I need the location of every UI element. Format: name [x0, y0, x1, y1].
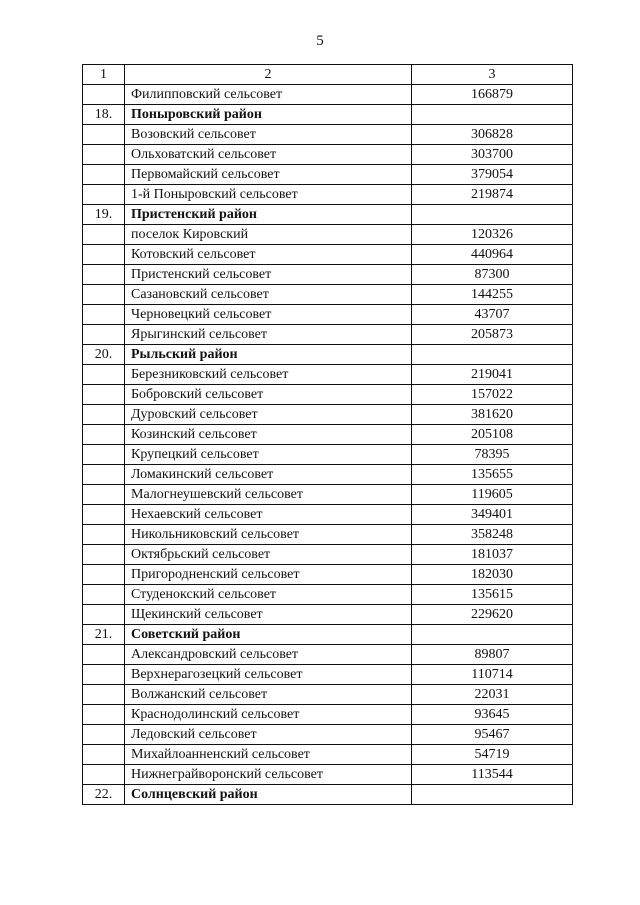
row-name: Козинский сельсовет	[125, 425, 412, 445]
row-number	[83, 165, 125, 185]
table-row	[83, 365, 573, 385]
row-number: 19.	[83, 205, 125, 225]
row-number	[83, 685, 125, 705]
row-name: Ольховатский сельсовет	[125, 145, 412, 165]
table-row	[83, 485, 573, 505]
row-number: 22.	[83, 785, 125, 805]
row-number	[83, 565, 125, 585]
row-name: Октябрьский сельсовет	[125, 545, 412, 565]
header-col-3: 3	[412, 65, 573, 85]
header-col-2: 2	[125, 65, 412, 85]
row-name: Верхнерагозецкий сельсовет	[125, 665, 412, 685]
row-value: 303700	[412, 145, 573, 165]
row-number	[83, 245, 125, 265]
table-row	[83, 725, 573, 745]
district-row	[83, 625, 573, 645]
row-number	[83, 765, 125, 785]
row-value	[412, 105, 573, 125]
row-number	[83, 125, 125, 145]
table-row	[83, 605, 573, 625]
row-number	[83, 605, 125, 625]
row-number	[83, 325, 125, 345]
row-name: Никольниковский сельсовет	[125, 525, 412, 545]
row-value: 119605	[412, 485, 573, 505]
table-row	[83, 305, 573, 325]
row-number: 21.	[83, 625, 125, 645]
table-row	[83, 545, 573, 565]
district-row	[83, 785, 573, 805]
row-name: Первомайский сельсовет	[125, 165, 412, 185]
row-name: Ярыгинский сельсовет	[125, 325, 412, 345]
row-value: 110714	[412, 665, 573, 685]
row-name: Березниковский сельсовет	[125, 365, 412, 385]
row-number	[83, 525, 125, 545]
row-name: Малогнеушевский сельсовет	[125, 485, 412, 505]
row-number	[83, 585, 125, 605]
table-row	[83, 125, 573, 145]
row-value: 93645	[412, 705, 573, 725]
row-name: поселок Кировский	[125, 225, 412, 245]
row-number	[83, 705, 125, 725]
row-number: 20.	[83, 345, 125, 365]
row-value: 87300	[412, 265, 573, 285]
row-name: Советский район	[125, 625, 412, 645]
row-name: Дуровский сельсовет	[125, 405, 412, 425]
row-value: 113544	[412, 765, 573, 785]
row-value: 54719	[412, 745, 573, 765]
row-name: Рыльский район	[125, 345, 412, 365]
table-row	[83, 585, 573, 605]
row-value: 205108	[412, 425, 573, 445]
table-row	[83, 405, 573, 425]
row-number	[83, 305, 125, 325]
row-name: Ледовский сельсовет	[125, 725, 412, 745]
row-name: 1-й Поныровский сельсовет	[125, 185, 412, 205]
table-row	[83, 145, 573, 165]
row-name: Пригородненский сельсовет	[125, 565, 412, 585]
row-value	[412, 345, 573, 365]
row-value: 78395	[412, 445, 573, 465]
row-name: Александровский сельсовет	[125, 645, 412, 665]
row-number	[83, 665, 125, 685]
table-row	[83, 225, 573, 245]
row-name: Пристенский район	[125, 205, 412, 225]
row-value	[412, 785, 573, 805]
row-number	[83, 225, 125, 245]
row-name: Крупецкий сельсовет	[125, 445, 412, 465]
table-row	[83, 645, 573, 665]
table-row	[83, 465, 573, 485]
row-number	[83, 745, 125, 765]
row-name: Солнцевский район	[125, 785, 412, 805]
row-value: 135655	[412, 465, 573, 485]
row-value: 166879	[412, 85, 573, 105]
row-value: 22031	[412, 685, 573, 705]
row-name: Бобровский сельсовет	[125, 385, 412, 405]
row-name: Студенокский сельсовет	[125, 585, 412, 605]
table-row	[83, 525, 573, 545]
row-value: 89807	[412, 645, 573, 665]
row-number	[83, 545, 125, 565]
header-col-1: 1	[83, 65, 125, 85]
row-value: 349401	[412, 505, 573, 525]
row-value: 120326	[412, 225, 573, 245]
table-row	[83, 565, 573, 585]
table-row	[83, 185, 573, 205]
row-name: Сазановский сельсовет	[125, 285, 412, 305]
row-value: 205873	[412, 325, 573, 345]
row-value: 43707	[412, 305, 573, 325]
table-row	[83, 385, 573, 405]
row-value: 144255	[412, 285, 573, 305]
row-value: 219874	[412, 185, 573, 205]
table-row	[83, 505, 573, 525]
row-name: Щекинский сельсовет	[125, 605, 412, 625]
row-number: 18.	[83, 105, 125, 125]
row-value: 306828	[412, 125, 573, 145]
row-number	[83, 385, 125, 405]
row-value: 181037	[412, 545, 573, 565]
table-body	[83, 65, 573, 805]
row-number	[83, 285, 125, 305]
row-number	[83, 265, 125, 285]
allocation-table	[82, 64, 573, 805]
row-number	[83, 365, 125, 385]
table-header-row	[83, 65, 573, 85]
row-value: 229620	[412, 605, 573, 625]
row-value: 182030	[412, 565, 573, 585]
row-value: 358248	[412, 525, 573, 545]
table-row	[83, 665, 573, 685]
table-row	[83, 425, 573, 445]
row-number	[83, 645, 125, 665]
row-name: Михайлоанненский сельсовет	[125, 745, 412, 765]
district-row	[83, 105, 573, 125]
row-number	[83, 85, 125, 105]
table-row	[83, 265, 573, 285]
row-name: Ломакинский сельсовет	[125, 465, 412, 485]
row-value	[412, 625, 573, 645]
row-name: Возовский сельсовет	[125, 125, 412, 145]
row-number	[83, 725, 125, 745]
row-value: 379054	[412, 165, 573, 185]
row-name: Волжанский сельсовет	[125, 685, 412, 705]
row-value: 95467	[412, 725, 573, 745]
row-name: Котовский сельсовет	[125, 245, 412, 265]
row-number	[83, 505, 125, 525]
table-row	[83, 705, 573, 725]
row-value: 381620	[412, 405, 573, 425]
row-number	[83, 185, 125, 205]
row-value: 219041	[412, 365, 573, 385]
row-name: Черновецкий сельсовет	[125, 305, 412, 325]
row-value: 135615	[412, 585, 573, 605]
district-row	[83, 205, 573, 225]
row-name: Нижнеграйворонский сельсовет	[125, 765, 412, 785]
row-number	[83, 425, 125, 445]
row-name: Пристенский сельсовет	[125, 265, 412, 285]
table-row	[83, 285, 573, 305]
row-value: 440964	[412, 245, 573, 265]
row-number	[83, 145, 125, 165]
table-row	[83, 165, 573, 185]
table-row	[83, 765, 573, 785]
table-row	[83, 445, 573, 465]
row-number	[83, 445, 125, 465]
table-row	[83, 325, 573, 345]
district-row	[83, 345, 573, 365]
row-name: Нехаевский сельсовет	[125, 505, 412, 525]
row-number	[83, 485, 125, 505]
row-name: Филипповский сельсовет	[125, 85, 412, 105]
row-value: 157022	[412, 385, 573, 405]
table-row	[83, 245, 573, 265]
table-row	[83, 745, 573, 765]
row-name: Краснодолинский сельсовет	[125, 705, 412, 725]
row-name: Поныровский район	[125, 105, 412, 125]
page-number: 5	[316, 33, 324, 49]
row-number	[83, 465, 125, 485]
row-number	[83, 405, 125, 425]
row-value	[412, 205, 573, 225]
table-row	[83, 685, 573, 705]
table-row	[83, 85, 573, 105]
